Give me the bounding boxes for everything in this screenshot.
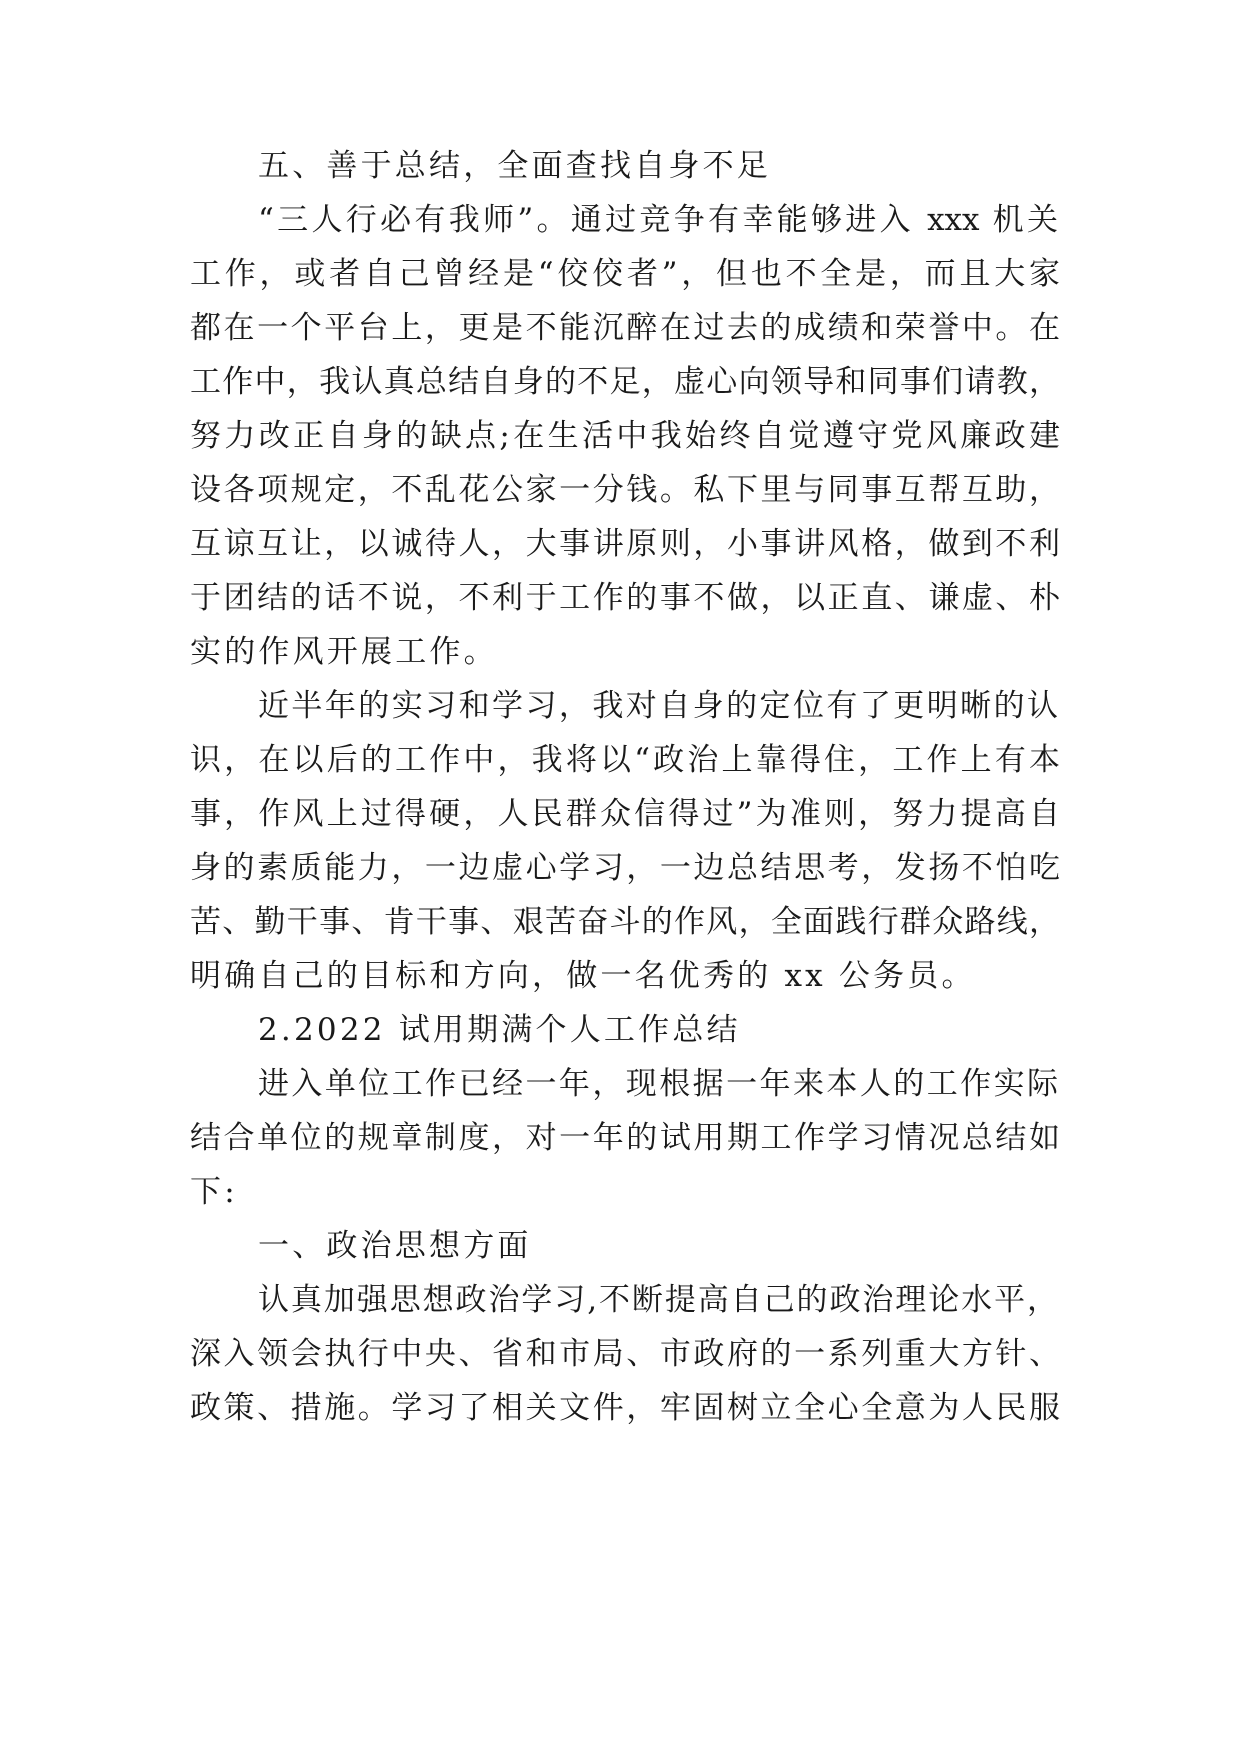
paragraph-line: 工作中，我认真总结自身的不足，虚心向领导和同事们请教，	[190, 364, 1060, 400]
paragraph-line: 工作，或者自己曾经是“佼佼者”，但也不全是，而且大家	[190, 256, 1060, 292]
paragraph-line: 认真加强思想政治学习,不断提高自己的政治理论水平，	[258, 1282, 1058, 1318]
section-heading: 2.2022 试用期满个人工作总结	[258, 1012, 741, 1048]
paragraph-line: 近半年的实习和学习，我对自身的定位有了更明晰的认	[258, 688, 1058, 724]
paragraph-line: 明确自己的目标和方向，做一名优秀的 xx 公务员。	[190, 958, 976, 994]
paragraph-line: 努力改正自身的缺点;在生活中我始终自觉遵守党风廉政建	[190, 418, 1060, 454]
paragraph-line: 深入领会执行中央、省和市局、市政府的一系列重大方针、	[190, 1336, 1060, 1372]
section-heading: 五、善于总结，全面查找自身不足	[258, 148, 771, 184]
paragraph-line: 实的作风开展工作。	[190, 634, 498, 670]
paragraph-line: 结合单位的规章制度，对一年的试用期工作学习情况总结如	[190, 1120, 1060, 1156]
paragraph-line: 都在一个平台上，更是不能沉醉在过去的成绩和荣誉中。在	[190, 310, 1060, 346]
paragraph-line: “三人行必有我师”。通过竞争有幸能够进入 xxx 机关	[258, 202, 1058, 238]
paragraph-line: 进入单位工作已经一年，现根据一年来本人的工作实际	[258, 1066, 1058, 1102]
paragraph-line: 于团结的话不说，不利于工作的事不做，以正直、谦虚、朴	[190, 580, 1060, 616]
paragraph-line: 身的素质能力，一边虚心学习，一边总结思考，发扬不怕吃	[190, 850, 1060, 886]
paragraph-line: 设各项规定，不乱花公家一分钱。私下里与同事互帮互助，	[190, 472, 1060, 508]
section-heading: 一、政治思想方面	[258, 1228, 532, 1264]
paragraph-line: 事，作风上过得硬，人民群众信得过”为准则，努力提高自	[190, 796, 1060, 832]
paragraph-line: 互谅互让，以诚待人，大事讲原则，小事讲风格，做到不利	[190, 526, 1060, 562]
paragraph-line: 苦、勤干事、肯干事、艰苦奋斗的作风，全面践行群众路线，	[190, 904, 1060, 940]
paragraph-line: 下:	[190, 1174, 238, 1210]
paragraph-line: 识，在以后的工作中，我将以“政治上靠得住，工作上有本	[190, 742, 1060, 778]
paragraph-line: 政策、措施。学习了相关文件，牢固树立全心全意为人民服	[190, 1390, 1060, 1426]
